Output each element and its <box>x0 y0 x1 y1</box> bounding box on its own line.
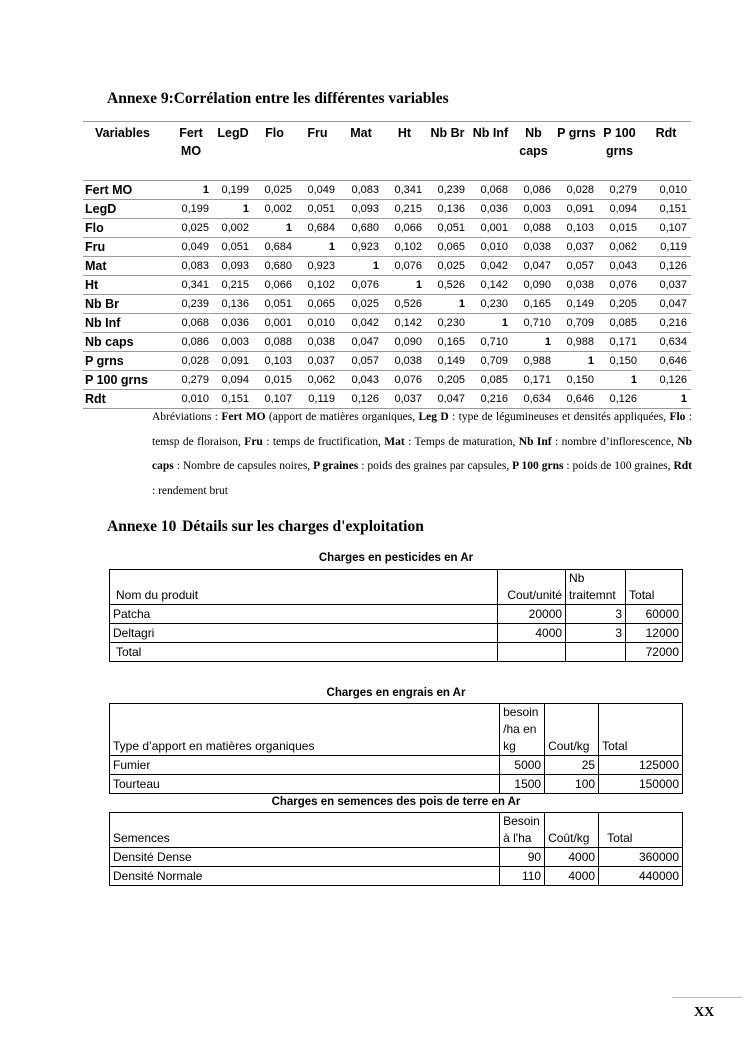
correlation-value: 0,065 <box>426 238 469 257</box>
correlation-row <box>83 238 691 257</box>
correlation-value: 0,279 <box>169 371 213 390</box>
total-label: Total <box>110 643 498 662</box>
treatments: 3 <box>566 605 626 624</box>
correlation-value: 0,010 <box>296 314 339 333</box>
correlation-value: 0,215 <box>383 200 426 219</box>
header-cell: Mat <box>339 122 383 181</box>
cost-per-kg: 4000 <box>545 848 599 867</box>
correlation-value: 0,037 <box>641 276 691 295</box>
correlation-value: 0,043 <box>339 371 383 390</box>
correlation-value: 0,002 <box>253 200 296 219</box>
row-label: Fru <box>83 238 169 257</box>
row-label: Nb Inf <box>83 314 169 333</box>
correlation-value: 0,051 <box>213 238 253 257</box>
correlation-value: 0,028 <box>555 181 598 200</box>
header-cell: Type d’apport en matières organiques <box>110 704 500 756</box>
abbreviation-text: : Temps de maturation, <box>404 435 519 448</box>
header-cell: LegD <box>213 122 253 181</box>
correlation-value: 0,042 <box>339 314 383 333</box>
header-cell: Nom du produit <box>110 570 498 605</box>
correlation-value: 1 <box>641 390 691 409</box>
abbreviations-note <box>152 405 692 503</box>
correlation-table <box>83 121 691 409</box>
abbreviation-text: : Nombre de capsules noires, <box>173 460 314 472</box>
abbreviation-text: (apport de matières organiques, <box>265 411 419 423</box>
correlation-value: 0,634 <box>641 333 691 352</box>
row-label: LegD <box>83 200 169 219</box>
row-total: 125000 <box>599 756 683 775</box>
correlation-value: 0,066 <box>383 219 426 238</box>
correlation-value: 0,136 <box>213 295 253 314</box>
correlation-value: 0,107 <box>253 390 296 409</box>
correlation-value: 0,003 <box>512 200 555 219</box>
correlation-value: 0,076 <box>383 371 426 390</box>
correlation-row <box>83 276 691 295</box>
row-total: 360000 <box>599 848 683 867</box>
abbreviation-text: : temps de fructification, <box>262 435 385 448</box>
correlation-value: 0,165 <box>426 333 469 352</box>
seed-density: Densité Normale <box>110 867 500 886</box>
input-type: Fumier <box>110 756 500 775</box>
correlation-value: 0,090 <box>383 333 426 352</box>
correlation-value: 0,051 <box>296 200 339 219</box>
correlation-value: 0,102 <box>383 238 426 257</box>
correlation-value: 0,126 <box>641 257 691 276</box>
header-cell: Rdt <box>641 122 691 181</box>
correlation-row <box>83 219 691 238</box>
correlation-value: 0,150 <box>598 352 641 371</box>
row-total: 440000 <box>599 867 683 886</box>
correlation-value: 1 <box>555 352 598 371</box>
product-name: Deltagri <box>110 624 498 643</box>
correlation-value: 0,136 <box>426 200 469 219</box>
abbreviation-term: Leg D <box>418 411 449 423</box>
correlation-value: 0,062 <box>296 371 339 390</box>
correlation-value: 0,216 <box>469 390 512 409</box>
semences-caption: Charges en semences des pois de terre en Ar <box>271 796 521 808</box>
row-total: 60000 <box>626 605 683 624</box>
correlation-value: 0,150 <box>555 371 598 390</box>
seed-density: Densité Dense <box>110 848 500 867</box>
correlation-value: 0,151 <box>641 200 691 219</box>
table-header-row <box>110 704 683 756</box>
correlation-value: 0,094 <box>598 200 641 219</box>
correlation-value: 0,646 <box>641 352 691 371</box>
correlation-value: 0,526 <box>426 276 469 295</box>
correlation-value: 0,076 <box>339 276 383 295</box>
correlation-value: 0,684 <box>253 238 296 257</box>
correlation-value: 0,142 <box>469 276 512 295</box>
correlation-value: 1 <box>383 276 426 295</box>
row-total: 150000 <box>599 775 683 794</box>
correlation-value: 0,043 <box>598 257 641 276</box>
correlation-value: 0,028 <box>169 352 213 371</box>
correlation-value: 0,646 <box>555 390 598 409</box>
correlation-value: 0,076 <box>383 257 426 276</box>
header-cell: Flo <box>253 122 296 181</box>
correlation-row <box>83 200 691 219</box>
correlation-value: 0,215 <box>213 276 253 295</box>
total-row <box>110 643 683 662</box>
correlation-value: 0,010 <box>641 181 691 200</box>
correlation-value: 0,037 <box>555 238 598 257</box>
abbreviation-term: Nb Inf <box>518 435 552 448</box>
correlation-value: 0,068 <box>169 314 213 333</box>
correlation-row <box>83 333 691 352</box>
annex10-title-rest: Détails sur les charges d'exploitation <box>182 518 424 535</box>
correlation-value: 1 <box>512 333 555 352</box>
correlation-value: 0,001 <box>253 314 296 333</box>
correlation-value: 0,171 <box>512 371 555 390</box>
treatments: 3 <box>566 624 626 643</box>
correlation-value: 0,684 <box>296 219 339 238</box>
table-row <box>110 848 683 867</box>
correlation-value: 0,680 <box>253 257 296 276</box>
table-row <box>110 867 683 886</box>
correlation-value: 0,103 <box>555 219 598 238</box>
engrais-table <box>109 703 683 794</box>
correlation-value: 0,093 <box>339 200 383 219</box>
header-cell: Total <box>626 570 683 605</box>
correlation-value: 0,047 <box>641 295 691 314</box>
correlation-value: 0,279 <box>598 181 641 200</box>
correlation-value: 0,149 <box>555 295 598 314</box>
correlation-value: 0,038 <box>383 352 426 371</box>
correlation-value: 0,710 <box>469 333 512 352</box>
correlation-row <box>83 295 691 314</box>
abbreviation-term: Fru <box>244 435 263 448</box>
correlation-value: 0,988 <box>512 352 555 371</box>
correlation-value: 0,038 <box>512 238 555 257</box>
header-cell: Semences <box>110 813 500 848</box>
row-label: P grns <box>83 352 169 371</box>
header-cell: Nb Inf <box>469 122 512 181</box>
correlation-value: 0,025 <box>339 295 383 314</box>
unit-cost: 4000 <box>498 624 566 643</box>
row-label: Fert MO <box>83 181 169 200</box>
correlation-value: 0,038 <box>555 276 598 295</box>
correlation-value: 0,065 <box>296 295 339 314</box>
abbreviation-text: : poids de 100 graines, <box>563 460 674 472</box>
grand-total: 72000 <box>626 643 683 662</box>
page-number: XX <box>694 1005 715 1020</box>
table-header-row <box>110 570 683 605</box>
header-cell: Nb caps <box>512 122 555 181</box>
abbreviation-text: : rendement brut <box>152 484 229 497</box>
correlation-value: 0,062 <box>598 238 641 257</box>
semences-table <box>109 812 683 886</box>
correlation-value: 0,239 <box>169 295 213 314</box>
input-type: Tourteau <box>110 775 500 794</box>
correlation-value: 0,526 <box>383 295 426 314</box>
correlation-value: 0,710 <box>512 314 555 333</box>
row-label: Ht <box>83 276 169 295</box>
empty-cell <box>498 643 566 662</box>
row-label: Mat <box>83 257 169 276</box>
correlation-value: 0,086 <box>512 181 555 200</box>
abbreviation-term: Flo <box>669 411 686 423</box>
correlation-value: 0,047 <box>339 333 383 352</box>
row-total: 12000 <box>626 624 683 643</box>
table-header-row <box>110 813 683 848</box>
correlation-value: 0,230 <box>469 295 512 314</box>
cost-per-kg: 4000 <box>545 867 599 886</box>
row-label: P 100 grns <box>83 371 169 390</box>
correlation-value: 0,068 <box>469 181 512 200</box>
correlation-value: 0,107 <box>641 219 691 238</box>
header-cell: Coût/kg <box>545 813 599 848</box>
correlation-value: 0,015 <box>598 219 641 238</box>
correlation-value: 1 <box>598 371 641 390</box>
header-cell: besoin /ha en kg <box>500 704 545 756</box>
row-label: Rdt <box>83 390 169 409</box>
correlation-row <box>83 371 691 390</box>
correlation-value: 0,230 <box>426 314 469 333</box>
correlation-value: 0,126 <box>598 390 641 409</box>
correlation-row <box>83 314 691 333</box>
abbreviation-term: P graines <box>313 460 359 472</box>
correlation-value: 0,025 <box>426 257 469 276</box>
correlation-header-row <box>83 122 691 181</box>
correlation-value: 0,037 <box>383 390 426 409</box>
correlation-value: 0,049 <box>296 181 339 200</box>
correlation-value: 0,119 <box>296 390 339 409</box>
table-row <box>110 756 683 775</box>
correlation-value: 0,103 <box>253 352 296 371</box>
abbreviation-text: : nombre d’inflorescence, <box>551 435 678 448</box>
correlation-value: 0,015 <box>253 371 296 390</box>
correlation-value: 0,010 <box>469 238 512 257</box>
correlation-value: 0,003 <box>213 333 253 352</box>
annex10-title <box>107 518 424 536</box>
correlation-value: 0,923 <box>296 257 339 276</box>
correlation-value: 0,093 <box>213 257 253 276</box>
product-name: Patcha <box>110 605 498 624</box>
correlation-value: 0,085 <box>598 314 641 333</box>
correlation-value: 0,634 <box>512 390 555 409</box>
unit-cost: 20000 <box>498 605 566 624</box>
need-per-ha: 5000 <box>500 756 545 775</box>
correlation-value: 0,094 <box>213 371 253 390</box>
correlation-value: 0,709 <box>555 314 598 333</box>
cost-per-kg: 25 <box>545 756 599 775</box>
abbreviation-term: Rdt <box>673 460 693 472</box>
correlation-value: 0,037 <box>296 352 339 371</box>
header-cell: Cout/unité <box>498 570 566 605</box>
correlation-value: 1 <box>339 257 383 276</box>
abbreviation-term: P 100 grns <box>512 460 564 472</box>
correlation-row <box>83 352 691 371</box>
need-per-ha: 110 <box>500 867 545 886</box>
correlation-value: 0,102 <box>296 276 339 295</box>
header-cell: Total <box>599 704 683 756</box>
row-label: Flo <box>83 219 169 238</box>
correlation-value: 1 <box>296 238 339 257</box>
correlation-value: 0,047 <box>426 390 469 409</box>
correlation-value: 0,086 <box>169 333 213 352</box>
correlation-value: 0,088 <box>512 219 555 238</box>
cost-per-kg: 100 <box>545 775 599 794</box>
correlation-value: 0,038 <box>296 333 339 352</box>
correlation-value: 0,988 <box>555 333 598 352</box>
abbreviation-term: Fert MO <box>221 411 266 423</box>
correlation-value: 1 <box>253 219 296 238</box>
correlation-value: 0,010 <box>169 390 213 409</box>
correlation-row <box>83 257 691 276</box>
correlation-value: 0,205 <box>598 295 641 314</box>
row-label: Nb caps <box>83 333 169 352</box>
header-cell: Total <box>599 813 683 848</box>
correlation-value: 0,001 <box>469 219 512 238</box>
header-cell: P grns <box>555 122 598 181</box>
pesticides-caption: Charges en pesticides en Ar <box>318 552 474 564</box>
correlation-value: 0,051 <box>253 295 296 314</box>
row-label: Nb Br <box>83 295 169 314</box>
correlation-value: 0,239 <box>426 181 469 200</box>
correlation-value: 0,126 <box>641 371 691 390</box>
table-row <box>110 624 683 643</box>
correlation-value: 0,151 <box>213 390 253 409</box>
correlation-value: 0,709 <box>469 352 512 371</box>
correlation-value: 0,088 <box>253 333 296 352</box>
abbreviation-text: : temsp de floraison, <box>152 411 692 448</box>
correlation-value: 0,049 <box>169 238 213 257</box>
correlation-value: 0,051 <box>426 219 469 238</box>
annex9-title: Annexe 9:Corrélation entre les différentes variables <box>107 90 449 107</box>
table-row <box>110 775 683 794</box>
empty-cell <box>566 643 626 662</box>
need-per-ha: 90 <box>500 848 545 867</box>
correlation-value: 0,090 <box>512 276 555 295</box>
correlation-value: 0,216 <box>641 314 691 333</box>
correlation-value: 0,119 <box>641 238 691 257</box>
pesticides-table <box>109 569 683 662</box>
correlation-value: 0,341 <box>169 276 213 295</box>
correlation-value: 0,036 <box>469 200 512 219</box>
annex10-title-main: Annexe 10 <box>107 518 181 535</box>
header-cell: Nb traitemnt <box>566 570 626 605</box>
correlation-value: 0,680 <box>339 219 383 238</box>
correlation-value: 0,923 <box>339 238 383 257</box>
engrais-caption: Charges en engrais en Ar <box>326 687 466 699</box>
correlation-value: 0,142 <box>383 314 426 333</box>
correlation-value: 0,002 <box>213 219 253 238</box>
correlation-value: 0,057 <box>555 257 598 276</box>
correlation-value: 0,066 <box>253 276 296 295</box>
header-cell: Cout/kg <box>545 704 599 756</box>
annex10-title-colon: : <box>180 525 183 533</box>
correlation-value: 0,057 <box>339 352 383 371</box>
correlation-value: 0,341 <box>383 181 426 200</box>
abbreviation-text: : type de légumineuses et densités appliquées, <box>448 411 670 423</box>
header-cell: Fert MO <box>169 122 213 181</box>
correlation-value: 0,126 <box>339 390 383 409</box>
correlation-value: 0,165 <box>512 295 555 314</box>
header-cell: Besoin à l'ha <box>500 813 545 848</box>
abbreviation-text: : poids des graines par capsules, <box>358 460 513 472</box>
correlation-value: 0,199 <box>169 200 213 219</box>
correlation-value: 0,076 <box>598 276 641 295</box>
header-cell: Nb Br <box>426 122 469 181</box>
correlation-value: 0,047 <box>512 257 555 276</box>
correlation-value: 1 <box>169 181 213 200</box>
header-cell: Variables <box>83 122 169 181</box>
correlation-value: 0,149 <box>426 352 469 371</box>
abbreviation-text: Abréviations : <box>152 411 222 423</box>
need-per-ha: 1500 <box>500 775 545 794</box>
header-cell: Ht <box>383 122 426 181</box>
correlation-value: 0,083 <box>339 181 383 200</box>
correlation-value: 1 <box>469 314 512 333</box>
correlation-value: 0,085 <box>469 371 512 390</box>
correlation-value: 0,199 <box>213 181 253 200</box>
correlation-body <box>83 181 691 409</box>
correlation-value: 0,171 <box>598 333 641 352</box>
correlation-row <box>83 181 691 200</box>
header-cell: P 100 grns <box>598 122 641 181</box>
correlation-value: 1 <box>213 200 253 219</box>
correlation-value: 0,036 <box>213 314 253 333</box>
header-cell: Fru <box>296 122 339 181</box>
correlation-value: 0,091 <box>213 352 253 371</box>
correlation-value: 0,083 <box>169 257 213 276</box>
correlation-value: 0,205 <box>426 371 469 390</box>
footer-divider <box>672 997 742 998</box>
correlation-value: 0,025 <box>169 219 213 238</box>
abbreviation-term: Mat <box>384 435 405 448</box>
correlation-value: 0,042 <box>469 257 512 276</box>
abbreviation-term: Nb caps <box>152 435 692 472</box>
table-row <box>110 605 683 624</box>
correlation-value: 1 <box>426 295 469 314</box>
correlation-value: 0,091 <box>555 200 598 219</box>
correlation-value: 0,025 <box>253 181 296 200</box>
